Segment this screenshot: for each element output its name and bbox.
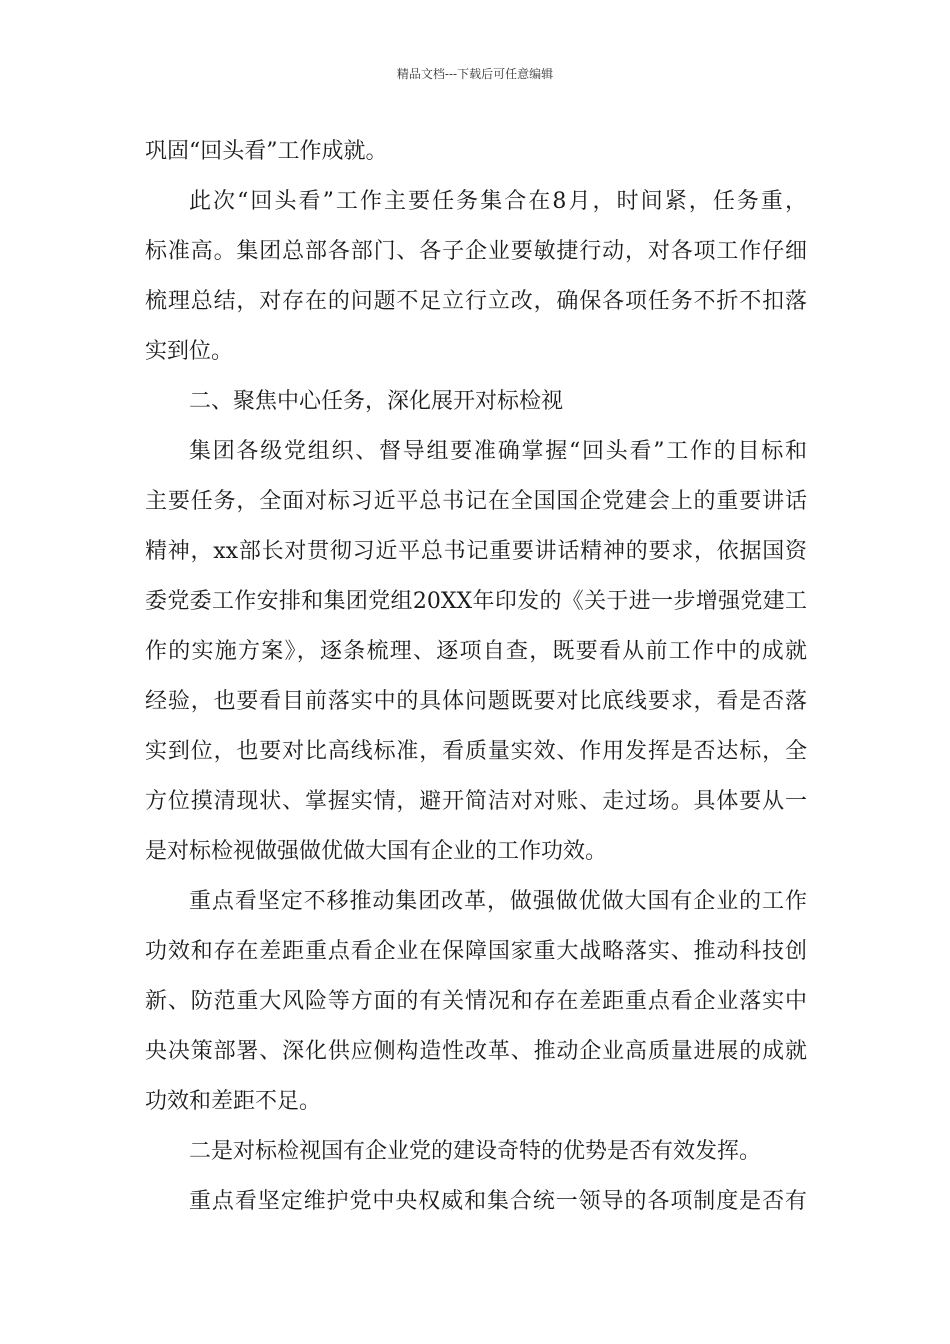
text-line: 实到位，也要对比高线标准，看质量实效、作用发挥是否达标，全 xyxy=(145,739,807,764)
text-line: 此次“回头看”工作主要任务集合在8月，时间紧，任务重， xyxy=(189,189,807,214)
text-line: 主要任务，全面对标习近平总书记在全国国企党建会上的重要讲话 xyxy=(145,489,807,514)
text-line: 作的实施方案》，逐条梳理、逐项自查，既要看从前工作中的成就 xyxy=(145,639,807,664)
text-line: 新、防范重大风险等方面的有关情况和存在差距重点看企业落实中 xyxy=(145,989,807,1014)
text-line: 功效和差距不足。 xyxy=(145,1089,322,1114)
text-line: 经验，也要看目前落实中的具体问题既要对比底线要求，看是否落 xyxy=(145,689,807,714)
text-line: 是对标检视做强做优做大国有企业的工作功效。 xyxy=(145,839,608,864)
text-line: 委党委工作安排和集团党组20XX年印发的《关于进一步增强党建工 xyxy=(145,589,807,614)
text-line: 标准高。集团总部各部门、各子企业要敏捷行动，对各项工作仔细 xyxy=(145,239,807,264)
text-line: 功效和存在差距重点看企业在保障国家重大战略落实、推动科技创 xyxy=(145,939,807,964)
text-line: 实到位。 xyxy=(145,339,234,364)
text-line: 重点看坚定不移推动集团改革，做强做优做大国有企业的工作 xyxy=(189,889,807,914)
text-line: 精神，xx部长对贯彻习近平总书记重要讲话精神的要求，依据国资 xyxy=(145,539,807,564)
text-line: 方位摸清现状、掌握实情，避开简洁对对账、走过场。具体要从一 xyxy=(145,789,807,814)
page-header: 精品文档---下载后可任意编辑 xyxy=(396,67,554,81)
text-line: 重点看坚定维护党中央权威和集合统一领导的各项制度是否有 xyxy=(189,1189,807,1214)
text-line: 集团各级党组织、督导组要准确掌握“回头看”工作的目标和 xyxy=(189,439,807,464)
document-body xyxy=(145,127,807,1227)
text-line: 央决策部署、深化供应侧构造性改革、推动企业高质量进展的成就 xyxy=(145,1039,807,1064)
text-line: 巩固“回头看”工作成就。 xyxy=(145,139,388,164)
text-line: 二是对标检视国有企业党的建设奇特的优势是否有效发挥。 xyxy=(189,1139,762,1164)
text-line: 梳理总结，对存在的问题不足立行立改，确保各项任务不折不扣落 xyxy=(145,289,807,314)
text-line: 二、聚焦中心任务，深化展开对标检视 xyxy=(189,389,564,414)
